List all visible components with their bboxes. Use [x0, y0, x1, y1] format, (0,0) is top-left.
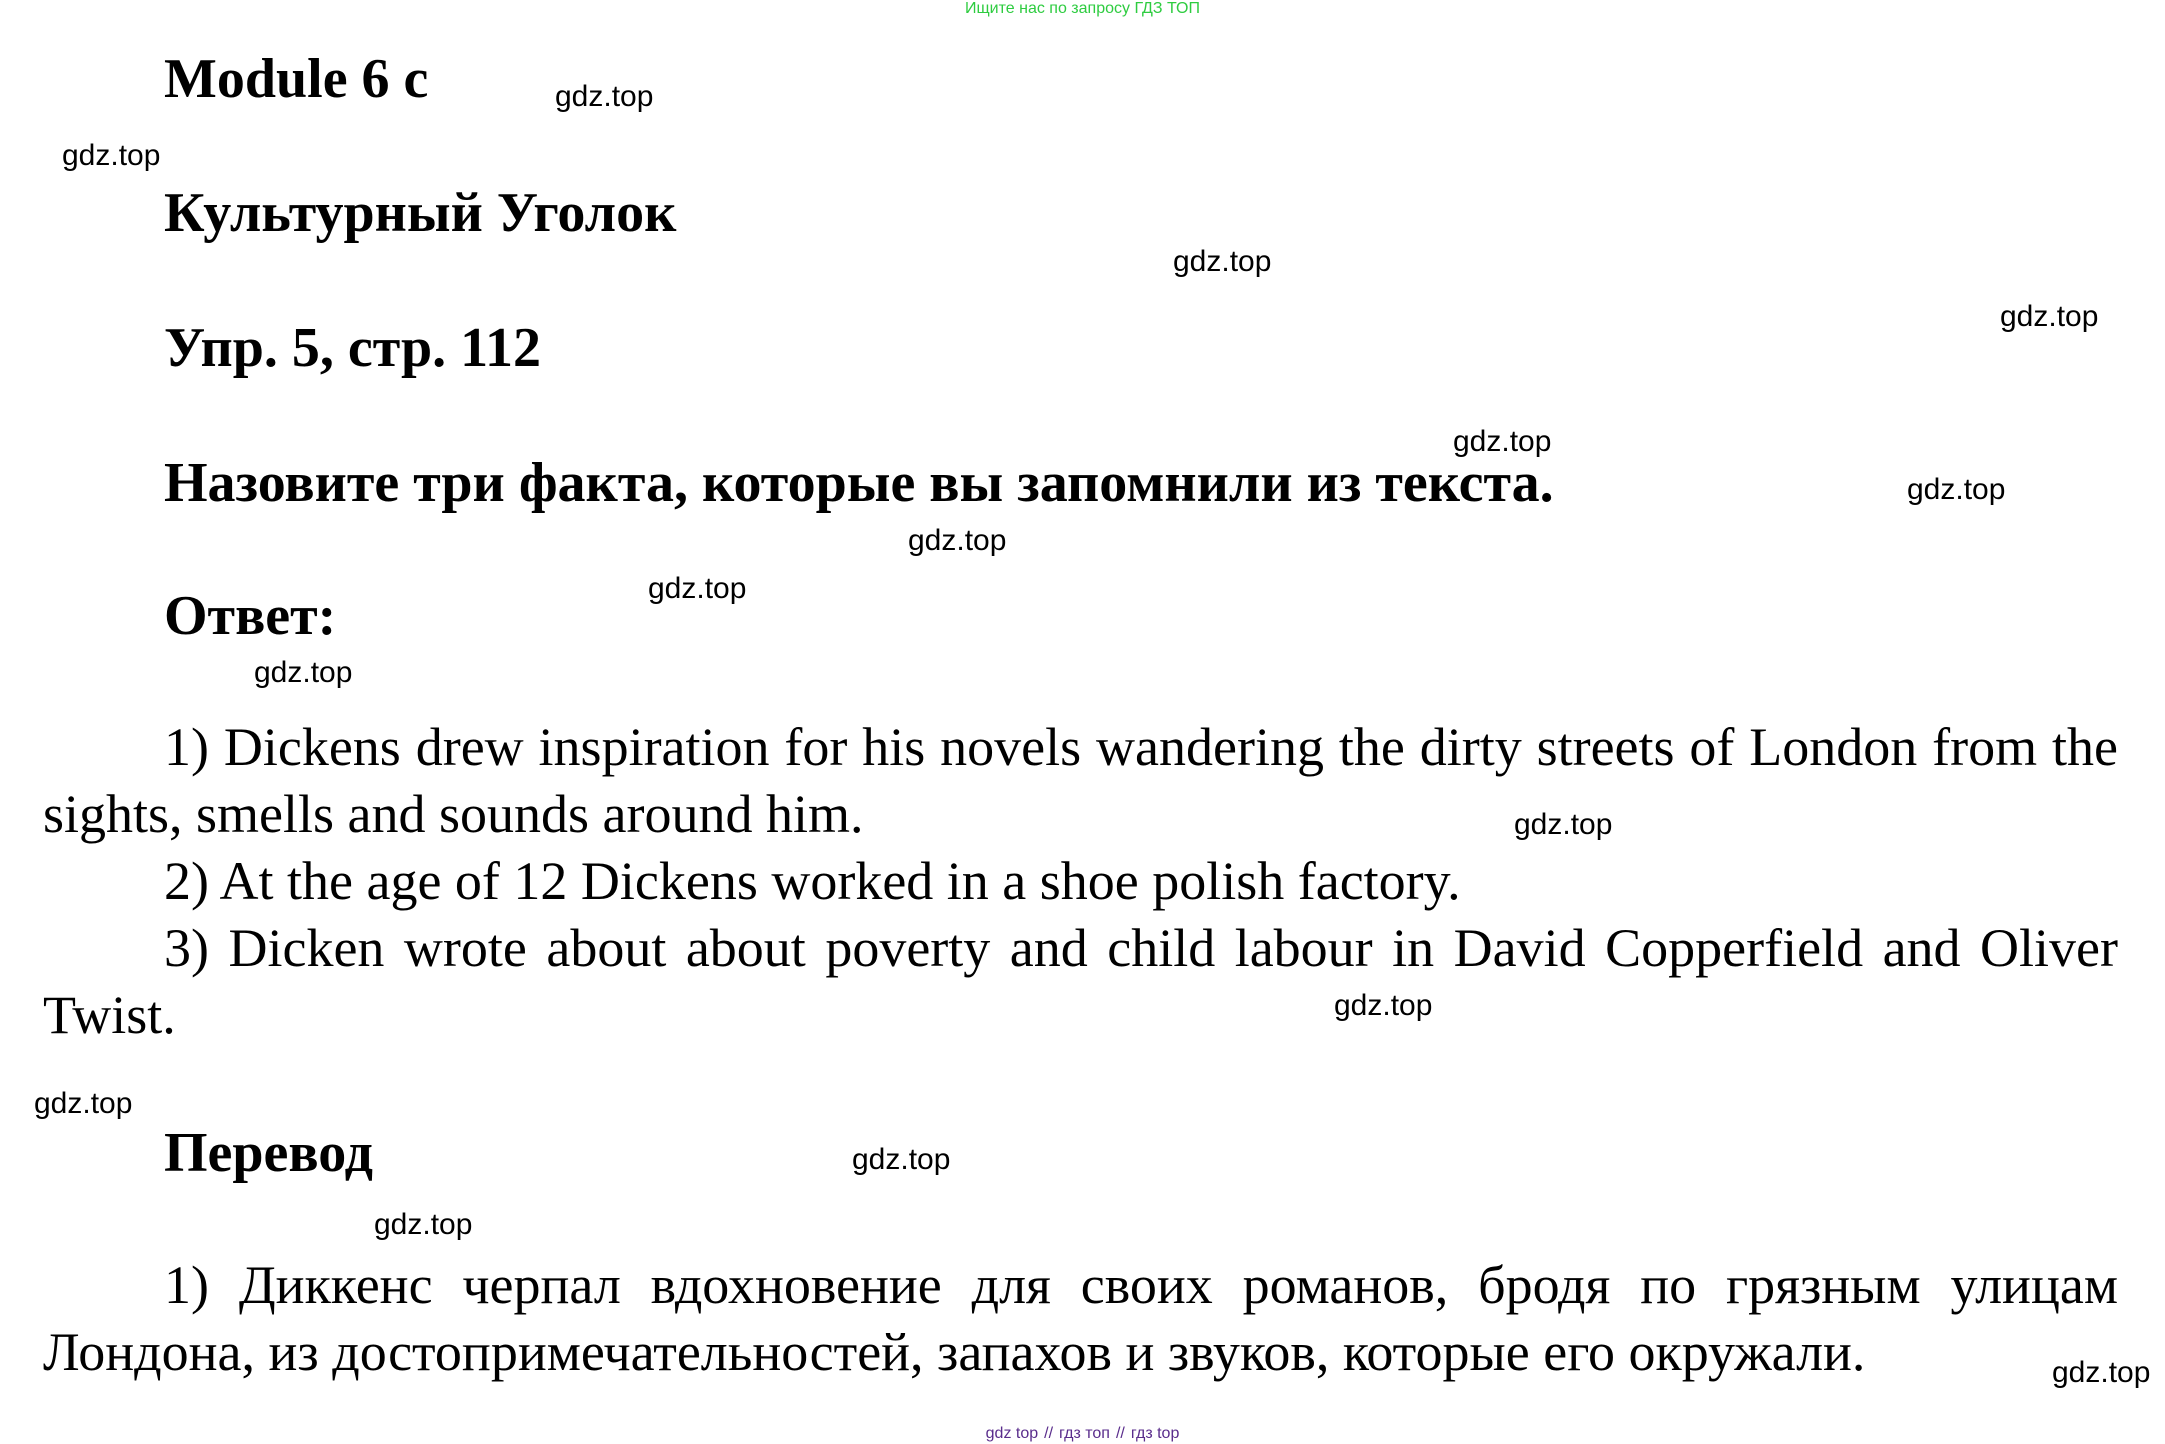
watermark-text: gdz.top	[852, 1143, 951, 1176]
footer-link-gdz-top-ru[interactable]: гдз топ	[1059, 1425, 1110, 1442]
watermark-text: gdz.top	[254, 656, 353, 689]
watermark-text: gdz.top	[34, 1087, 133, 1120]
watermark-text: gdz.top	[62, 139, 161, 172]
watermark-text: gdz.top	[1334, 989, 1433, 1022]
watermark-text: gdz.top	[1173, 245, 1272, 278]
answer-item-3: 3) Dicken wrote about about poverty and child labour in David Copperfield and Oliver Twist.	[43, 918, 2118, 1045]
watermark-text: gdz.top	[1514, 808, 1613, 841]
footer-separator: //	[1044, 1425, 1054, 1442]
answer-item-2: 2) At the age of 12 Dickens worked in a shoe polish factory.	[164, 851, 1461, 911]
answer-heading: Ответ:	[164, 585, 337, 647]
watermark-text: gdz.top	[908, 524, 1007, 557]
watermark-text: gdz.top	[2052, 1356, 2151, 1389]
top-search-note: Ищите нас по запросу ГДЗ ТОП	[965, 0, 1200, 17]
footer-link-gdz-top[interactable]: gdz top	[985, 1425, 1039, 1442]
translation-heading: Перевод	[164, 1122, 373, 1184]
exercise-title: Упр. 5, стр. 112	[164, 317, 542, 379]
task-text: Назовите три факта, которые вы запомнили из текста.	[164, 452, 1554, 514]
watermark-text: gdz.top	[2000, 300, 2099, 333]
watermark-text: gdz.top	[374, 1208, 473, 1241]
watermark-text: gdz.top	[648, 572, 747, 605]
section-title: Культурный Уголок	[164, 182, 677, 244]
watermark-text: gdz.top	[1907, 473, 2006, 506]
module-title: Module 6 c	[164, 48, 429, 110]
translation-item-1: 1) Диккенс черпал вдохновение для своих романов, бродя по грязным улицам Лондона, из достопримечательностей, запахов и звуков, которые его окружали.	[43, 1255, 2118, 1382]
watermark-text: gdz.top	[1453, 425, 1552, 458]
footer-link-gdz-top-mixed[interactable]: гдз top	[1130, 1425, 1180, 1442]
footer-links	[0, 1425, 2165, 1443]
watermark-text: gdz.top	[555, 80, 654, 113]
answer-item-1: 1) Dickens drew inspiration for his novels wandering the dirty streets of London from the sights, smells and sounds around him.	[43, 717, 2118, 844]
footer-separator: //	[1115, 1425, 1125, 1442]
